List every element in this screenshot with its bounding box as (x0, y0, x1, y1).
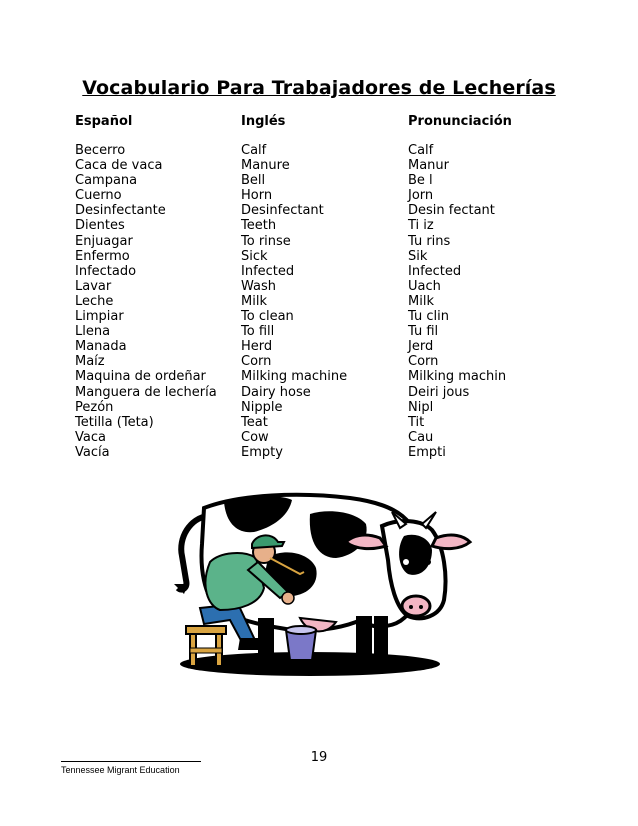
vocabulary-row (75, 339, 568, 354)
vocabulary-row (75, 415, 568, 430)
english-term: Sick (241, 248, 268, 264)
vocabulary-row (75, 188, 568, 203)
vocabulary-row (75, 445, 568, 460)
pronunciation-term: Uach (408, 278, 441, 294)
vocabulary-row (75, 279, 568, 294)
english-term: Manure (241, 158, 290, 174)
pronunciation-term: Manur (408, 158, 450, 174)
header-pronunciation: Pronunciación (408, 114, 512, 129)
pronunciation-term: Milk (408, 293, 434, 309)
vocabulary-row (75, 369, 568, 384)
pronunciation-term: Ti iz (408, 218, 434, 234)
spanish-term: Infectado (75, 263, 137, 279)
english-term: Empty (241, 444, 283, 460)
vocabulary-row (75, 234, 568, 249)
vocabulary-row (75, 354, 568, 369)
pronunciation-term: Cau (408, 429, 434, 445)
english-term: Wash (241, 278, 277, 294)
pronunciation-term: Infected (408, 263, 462, 279)
pronunciation-term: Sik (408, 248, 428, 264)
vocabulary-row (75, 294, 568, 309)
header-english: Inglés (241, 114, 286, 129)
pronunciation-term: Nipl (408, 399, 434, 415)
vocabulary-row (75, 309, 568, 324)
english-term: Desinfectant (241, 203, 324, 219)
spanish-term: Dientes (75, 218, 125, 234)
spanish-term: Lavar (75, 278, 112, 294)
vocabulary-row (75, 430, 568, 445)
pronunciation-term: Calf (408, 143, 434, 158)
english-term: Milk (241, 293, 267, 309)
english-term: Milking machine (241, 369, 348, 385)
english-term: To fill (241, 324, 275, 340)
spanish-term: Vacía (75, 444, 110, 460)
page-title: Vocabulario Para Trabajadores de Lecherías (82, 77, 556, 99)
vocabulary-rows (75, 143, 568, 460)
page-number: 19 (310, 750, 328, 765)
vocabulary-row (75, 158, 568, 173)
pronunciation-term: Tit (408, 414, 425, 430)
vocabulary-table (75, 114, 568, 460)
spanish-term: Enjuagar (75, 233, 133, 249)
spanish-term: Leche (75, 293, 114, 309)
english-term: Teat (241, 414, 268, 430)
pronunciation-term: Jerd (408, 339, 434, 355)
pronunciation-term: Jorn (408, 188, 434, 204)
english-term: Horn (241, 188, 273, 204)
pronunciation-term: Milking machin (408, 369, 507, 385)
english-term: To rinse (241, 233, 291, 249)
english-term: Teeth (241, 218, 277, 234)
spanish-term: Pezón (75, 399, 114, 415)
pronunciation-term: Be l (408, 173, 433, 189)
pronunciation-term: Empti (408, 444, 446, 460)
spanish-term: Vaca (75, 429, 106, 445)
spanish-term: Maíz (75, 354, 105, 370)
header-spanish: Español (75, 114, 133, 129)
english-term: Calf (241, 143, 267, 158)
spanish-term: Maquina de ordeñar (75, 369, 206, 385)
vocabulary-row (75, 324, 568, 339)
table-header-row (75, 114, 568, 130)
vocabulary-row (75, 249, 568, 264)
vocabulary-row (75, 143, 568, 158)
english-term: Infected (241, 263, 295, 279)
spanish-term: Cuerno (75, 188, 122, 204)
english-term: Herd (241, 339, 273, 355)
spanish-term: Manguera de lechería (75, 384, 217, 400)
vocabulary-row (75, 400, 568, 415)
english-term: Bell (241, 173, 266, 189)
spanish-term: Desinfectante (75, 203, 166, 219)
spanish-term: Tetilla (Teta) (75, 414, 154, 430)
vocabulary-row (75, 218, 568, 233)
spanish-term: Enfermo (75, 248, 130, 264)
vocabulary-row (75, 173, 568, 188)
spanish-term: Limpiar (75, 309, 124, 325)
english-term: Dairy hose (241, 384, 311, 400)
pronunciation-term: Corn (408, 354, 439, 370)
spanish-term: Caca de vaca (75, 158, 163, 174)
footer-rule (61, 761, 201, 762)
english-term: Cow (241, 429, 269, 445)
english-term: Nipple (241, 399, 283, 415)
pronunciation-term: Desin fectant (408, 203, 495, 219)
pronunciation-term: Tu rins (408, 233, 451, 249)
spanish-term: Llena (75, 324, 111, 340)
spanish-term: Becerro (75, 143, 126, 158)
pronunciation-term: Deiri jous (408, 384, 470, 400)
vocabulary-row (75, 264, 568, 279)
spanish-term: Campana (75, 173, 138, 189)
pronunciation-term: Tu fil (408, 324, 439, 340)
footer-organization: Tennessee Migrant Education (61, 765, 180, 775)
spanish-term: Manada (75, 339, 127, 355)
cow-milking-clipart-icon (160, 488, 480, 688)
pronunciation-term: Tu clin (408, 309, 449, 325)
english-term: Corn (241, 354, 272, 370)
english-term: To clean (241, 309, 294, 325)
vocabulary-row (75, 385, 568, 400)
vocabulary-row (75, 203, 568, 218)
